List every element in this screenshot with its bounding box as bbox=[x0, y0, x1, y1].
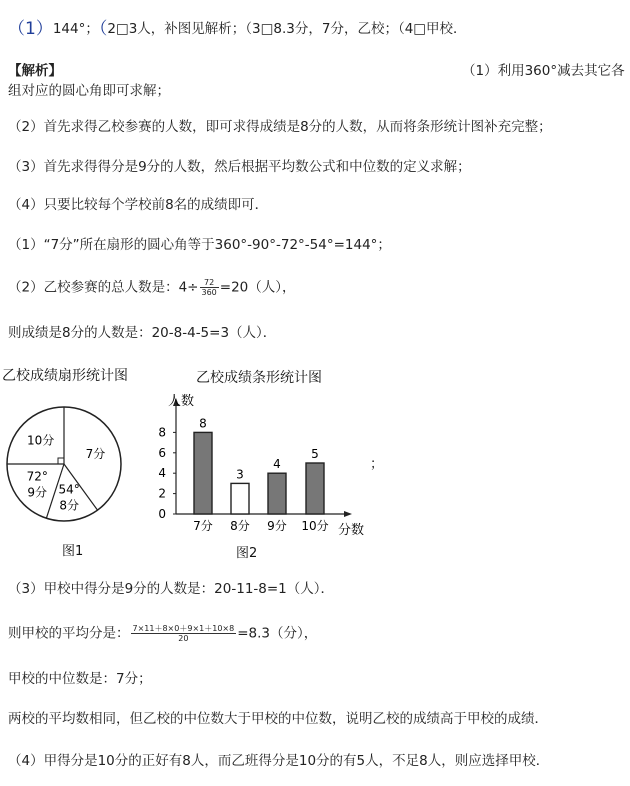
step2-prefix: （2）乙校参赛的总人数是：4÷ bbox=[8, 279, 199, 296]
pie-chart-title: 乙校成绩扇形统计图 bbox=[2, 368, 128, 384]
bar-value-label: 4 bbox=[273, 457, 281, 472]
answer-line bbox=[8, 20, 467, 38]
y-tick-label: 0 bbox=[158, 507, 166, 521]
step5-frac-den: 20 bbox=[178, 634, 189, 643]
analysis-heading: 【解析】 bbox=[8, 63, 62, 79]
step2-fraction bbox=[200, 278, 219, 297]
bar-9分 bbox=[268, 473, 286, 514]
pie-slice-label: 8分 bbox=[59, 498, 79, 513]
y-tick-label: 4 bbox=[158, 466, 166, 481]
bar-8分 bbox=[231, 483, 249, 514]
y-axis-label: 人数 bbox=[168, 394, 195, 409]
bar-chart bbox=[140, 388, 380, 538]
pie-slice-label: 7分 bbox=[85, 446, 106, 461]
solution-step4: （3）甲校中得分是9分的人数是：20-11-8=1（人）． bbox=[8, 581, 335, 597]
answer-rest: 2□3人，补图见解析；（3□8.3分，7分，乙校；（4□甲校． bbox=[107, 21, 467, 37]
bar-value-label: 5 bbox=[311, 447, 319, 461]
pie-angle-label: 72° bbox=[26, 469, 48, 484]
trailing-semicolon: ； bbox=[370, 456, 384, 472]
pie-slice-label: 9分 bbox=[27, 485, 48, 500]
bar-10分 bbox=[306, 463, 324, 514]
x-axis-label: 分数 bbox=[338, 523, 365, 538]
figure2-caption: 图2 bbox=[236, 546, 258, 561]
bar-7分 bbox=[194, 432, 212, 514]
step2-frac-den: 360 bbox=[201, 288, 217, 297]
y-tick-label: 6 bbox=[158, 445, 166, 460]
solution-step1: （1）“7分”所在扇形的圆心角等于360°-90°-72°-54°=144°； bbox=[8, 237, 391, 253]
x-tick-label: 10分 bbox=[301, 519, 329, 533]
analysis-line3: （3）首先求得得分是9分的人数，然后根据平均数公式和中位数的定义求解； bbox=[8, 159, 471, 175]
figure1-caption: 图1 bbox=[62, 544, 84, 559]
x-tick-label: 7分 bbox=[193, 519, 213, 533]
x-axis-arrow bbox=[344, 511, 352, 517]
analysis-line2: （2）首先求得乙校参赛的人数，即可求得成绩是8分的人数，从而将条形统计图补充完整； bbox=[8, 119, 552, 135]
step5-fraction bbox=[131, 624, 237, 643]
step2-suffix: =20（人）， bbox=[219, 279, 296, 296]
x-tick-label: 8分 bbox=[230, 519, 250, 533]
solution-step6: 甲校的中位数是：7分； bbox=[8, 671, 152, 687]
pie-slice-label: 10分 bbox=[26, 433, 55, 448]
bar-value-label: 3 bbox=[236, 467, 244, 482]
answer-part1-label: （1） bbox=[8, 19, 53, 39]
y-tick-label: 8 bbox=[158, 425, 166, 440]
analysis-line1-right: （1）利用360°减去其它各 bbox=[462, 63, 625, 79]
solution-step8: （4）甲得分是10分的正好有8人，而乙班得分是10分的有5人，不足8人，则应选择甲校． bbox=[8, 753, 550, 769]
step5-frac-num: 7×11＋8×0＋9×1＋10×8 bbox=[132, 624, 235, 633]
analysis-line1-cont: 组对应的圆心角即可求解； bbox=[8, 83, 170, 99]
answer-part2-bracket: （ bbox=[98, 19, 108, 39]
bar-value-label: 8 bbox=[199, 416, 207, 431]
step2-frac-num: 72 bbox=[200, 278, 219, 288]
x-tick-label: 9分 bbox=[267, 519, 287, 533]
solution-step3: 则成绩是8分的人数是：20-8-4-5=3（人）． bbox=[8, 325, 277, 341]
answer-part1-value: 144°； bbox=[52, 21, 99, 37]
solution-step2 bbox=[8, 278, 296, 297]
bar-chart-title: 乙校成绩条形统计图 bbox=[196, 370, 322, 386]
pie-angle-label: 54° bbox=[58, 482, 80, 497]
solution-step7: 两校的平均数相同，但乙校的中位数大于甲校的中位数，说明乙校的成绩高于甲校的成绩． bbox=[8, 711, 548, 727]
step5-suffix: =8.3（分）， bbox=[237, 625, 318, 642]
solution-step5 bbox=[8, 624, 317, 643]
step5-prefix: 则甲校的平均分是： bbox=[8, 625, 130, 642]
y-tick-label: 2 bbox=[158, 486, 166, 501]
analysis-line4: （4）只要比较每个学校前8名的成绩即可． bbox=[8, 197, 269, 213]
